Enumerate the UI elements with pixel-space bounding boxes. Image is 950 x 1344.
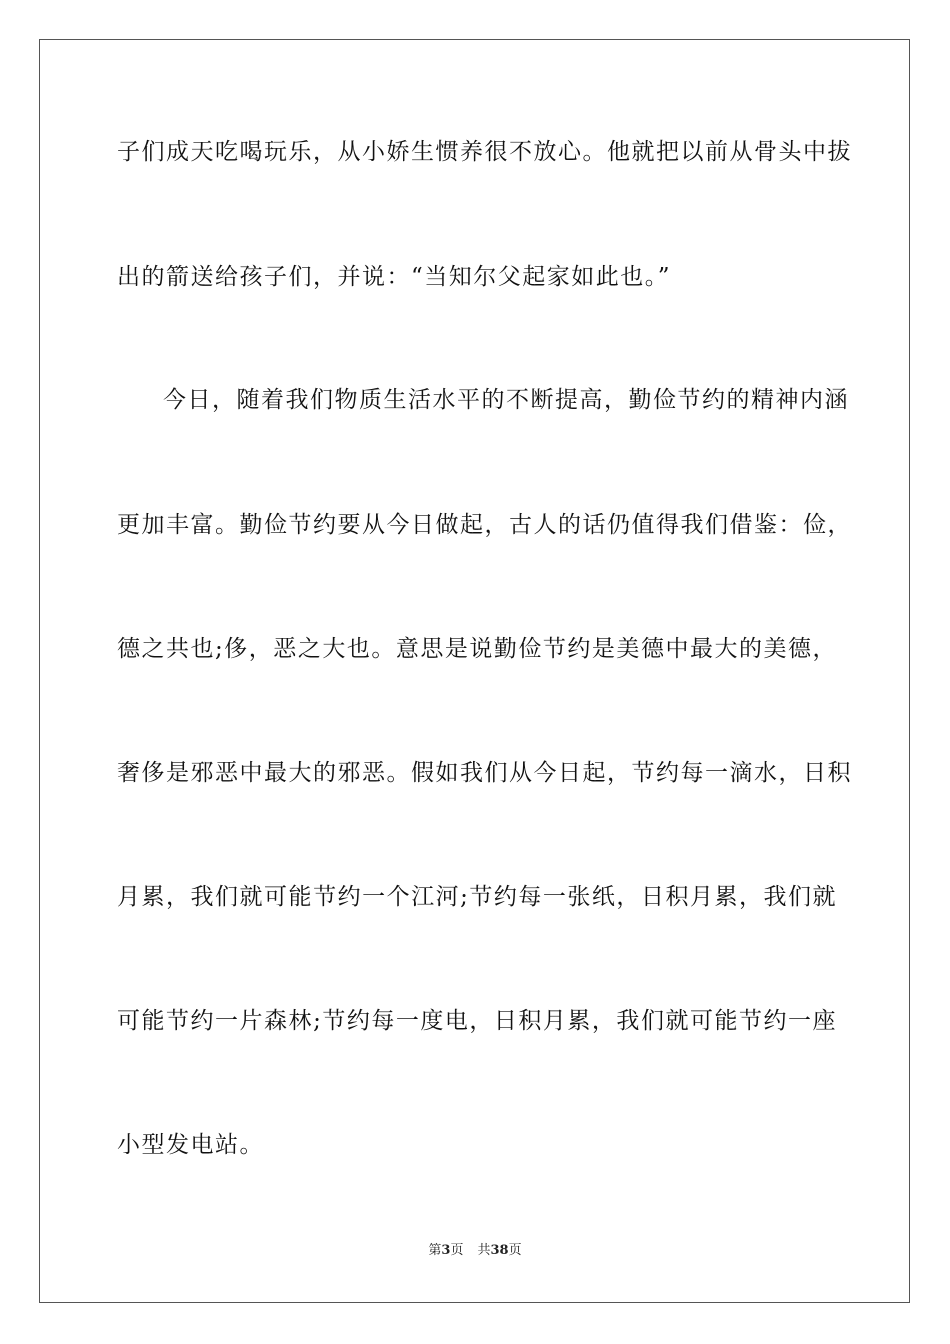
page-suffix: 页 <box>450 1243 464 1258</box>
total-pages: 38 <box>490 1243 509 1258</box>
page-border <box>39 39 910 1303</box>
body-text-line-4: 更加丰富。勤俭节约要从今日做起，古人的话仍值得我们借鉴：俭， <box>117 512 852 538</box>
body-text-line-1: 子们成天吃喝玩乐，从小娇生惯养很不放心。他就把以前从骨头中拔 <box>117 139 852 165</box>
page-number: 3 <box>441 1243 451 1258</box>
body-text-line-6: 奢侈是邪恶中最大的邪恶。假如我们从今日起，节约每一滴水，日积 <box>117 760 852 786</box>
body-text-line-7: 月累，我们就可能节约一个江河;节约每一张纸，日积月累，我们就 <box>117 884 837 910</box>
body-text-line-5: 德之共也;侈，恶之大也。意思是说勤俭节约是美德中最大的美德， <box>117 636 837 662</box>
paragraph-first-line: 今日，随着我们物质生活水平的不断提高，勤俭节约的精神内涵 <box>163 387 849 413</box>
page-footer <box>0 1243 950 1259</box>
body-text-line-8: 可能节约一片森林;节约每一度电，日积月累，我们就可能节约一座 <box>117 1008 837 1034</box>
page-prefix: 第 <box>428 1243 442 1258</box>
body-text-line-9: 小型发电站。 <box>117 1132 264 1158</box>
total-suffix: 页 <box>508 1243 522 1258</box>
body-text-line-2: 出的箭送给孩子们，并说：“当知尔父起家如此也。” <box>117 264 672 290</box>
total-prefix: 共 <box>477 1243 491 1258</box>
